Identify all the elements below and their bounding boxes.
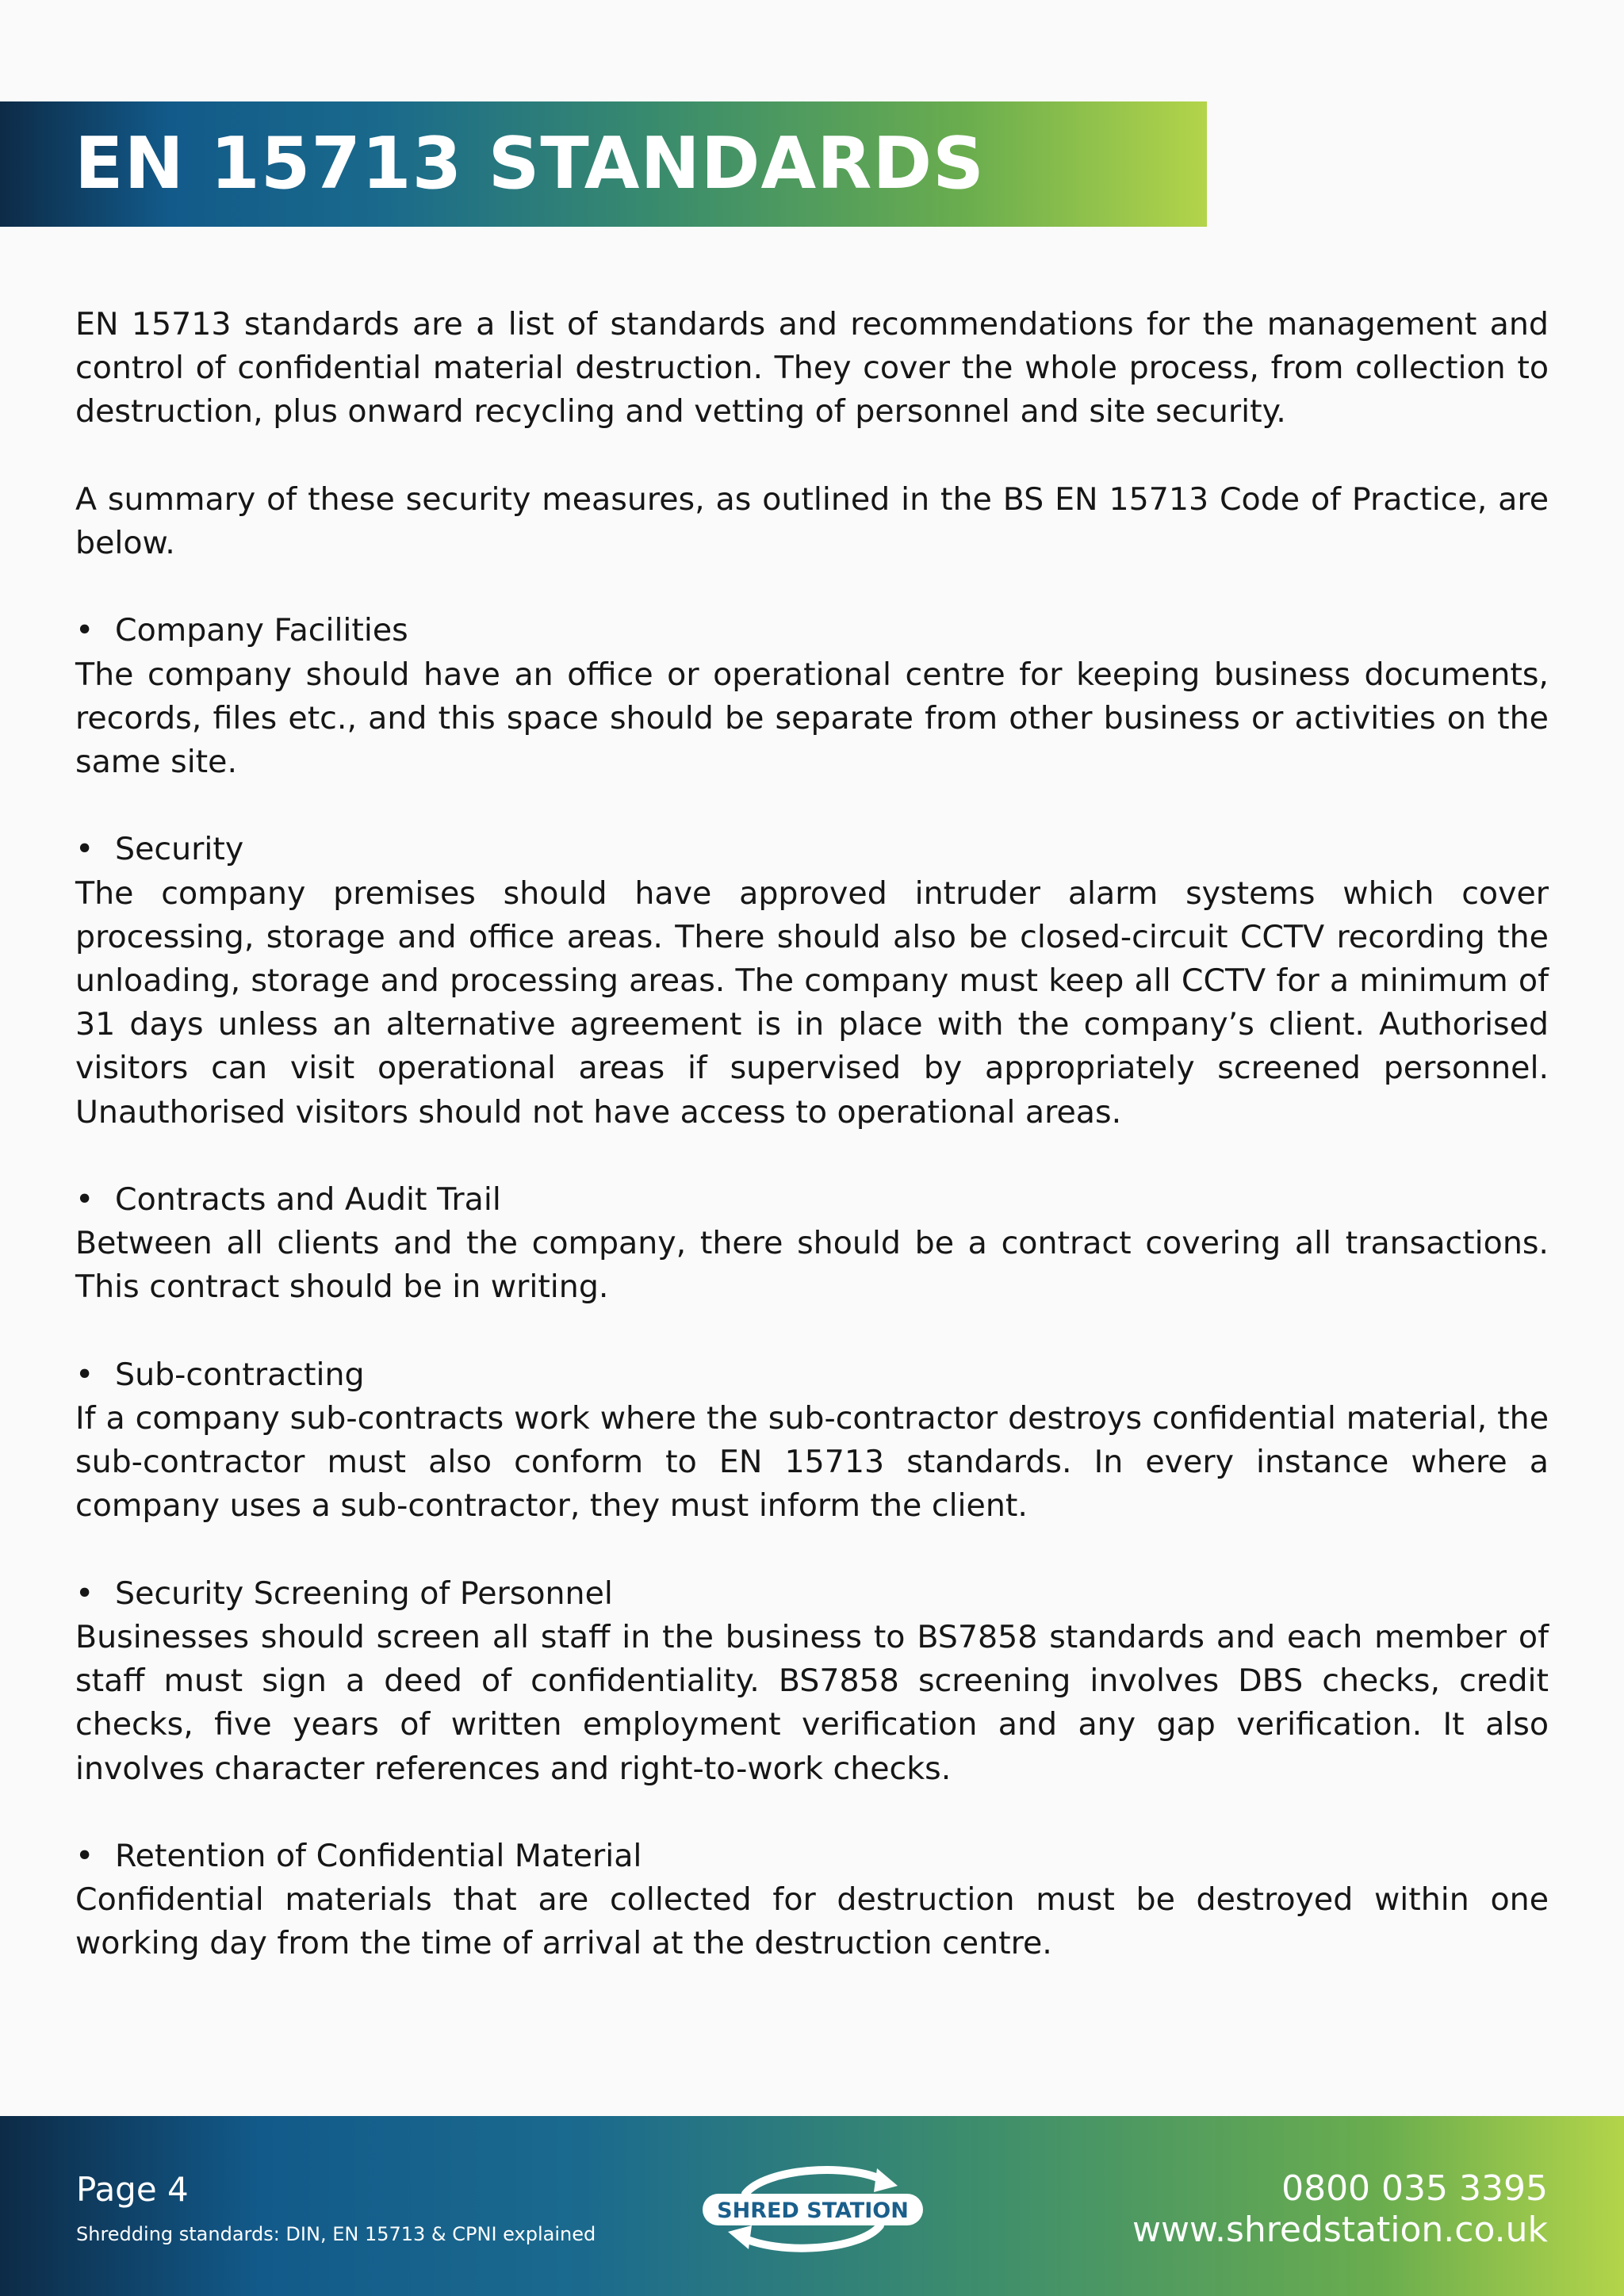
section-body: Confidential materials that are collected for destruction must be destroyed within one working day from the time of arrival at the destruction centre.	[75, 1881, 1549, 1962]
intro-paragraph: EN 15713 standards are a list of standards and recommendations for the management and control of confidential material destruction. They cover the whole process, from collection to destruction, plus onward recycling and vetting of personnel and site security.	[75, 306, 1549, 430]
section-heading-label: Sub-contracting	[115, 1356, 365, 1393]
section-sub-contracting	[75, 1353, 1549, 1529]
upper-arrow-head	[874, 2168, 898, 2192]
website-link[interactable]: www.shredstation.co.uk	[1132, 2210, 1548, 2250]
section-heading	[75, 609, 1549, 652]
page-footer	[0, 2116, 1624, 2296]
section-heading-label: Retention of Confidential Material	[115, 1838, 642, 1874]
shred-station-logo	[698, 2157, 928, 2260]
section-heading	[75, 1178, 1549, 1222]
section-heading-label: Contracts and Audit Trail	[115, 1181, 501, 1218]
page-title: EN 15713 STANDARDS	[75, 122, 985, 205]
bullet-icon: •	[75, 1838, 94, 1874]
bullet-icon: •	[75, 1575, 94, 1612]
section-body: Between all clients and the company, there should be a contract covering all transactions. This contract should be in writing.	[75, 1225, 1549, 1306]
section-body: If a company sub-contracts work where the sub-contractor destroys confidential material, the sub-contractor must also conform to EN 15713 standards. In every instance where a company uses a sub-contractor, they must inform the client.	[75, 1400, 1549, 1525]
section-retention	[75, 1835, 1549, 1966]
section-body: The company should have an office or operational centre for keeping business documents, records, files etc., and this space should be separate from other business or activities on the same site.	[75, 656, 1549, 780]
phone-number: 0800 035 3395	[1281, 2168, 1548, 2209]
bullet-icon: •	[75, 1181, 94, 1218]
section-heading-label: Security Screening of Personnel	[115, 1575, 613, 1612]
section-heading	[75, 828, 1549, 871]
section-heading-label: Company Facilities	[115, 612, 408, 649]
logo-graphic	[698, 2157, 928, 2260]
logo-text: SHRED STATION	[717, 2198, 909, 2223]
section-security-screening	[75, 1572, 1549, 1791]
section-contracts-audit-trail	[75, 1178, 1549, 1310]
section-heading	[75, 1572, 1549, 1616]
page-number: Page 4	[76, 2170, 189, 2209]
upper-arrow-arc	[745, 2170, 885, 2194]
lower-arrow-head	[728, 2225, 752, 2249]
bullet-icon: •	[75, 1356, 94, 1393]
section-heading-label: Security	[115, 831, 244, 868]
bullet-icon: •	[75, 831, 94, 868]
section-body: The company premises should have approved intruder alarm systems which cover processing, storage and office areas. There should also be closed-circuit CCTV recording the unloading, storage and processing areas. The company must keep all CCTV for a minimum of 31 days unless an alternative agreement is in place with the company’s client. Authorised visitors can visit operational areas if supervised by appropriately screened personnel. Unauthorised visitors should not have access to operational areas.	[75, 874, 1549, 1131]
section-company-facilities	[75, 609, 1549, 784]
section-security	[75, 828, 1549, 1134]
section-heading	[75, 1835, 1549, 1878]
title-banner	[0, 101, 1207, 227]
section-body: Businesses should screen all staff in the business to BS7858 standards and each member of staff must sign a deed of confidentiality. BS7858 screening involves DBS checks, credit checks, five years of written employment verification and any gap verification. It also involves character references and right-to-work checks.	[75, 1619, 1549, 1787]
lower-arrow-arc	[741, 2225, 880, 2248]
intro-paragraph: A summary of these security measures, as outlined in the BS EN 15713 Code of Practice, are below.	[75, 480, 1549, 561]
document-subtitle: Shredding standards: DIN, EN 15713 & CPNI explained	[76, 2223, 596, 2245]
bullet-icon: •	[75, 612, 94, 649]
section-heading	[75, 1353, 1549, 1397]
document-body	[75, 303, 1549, 2010]
